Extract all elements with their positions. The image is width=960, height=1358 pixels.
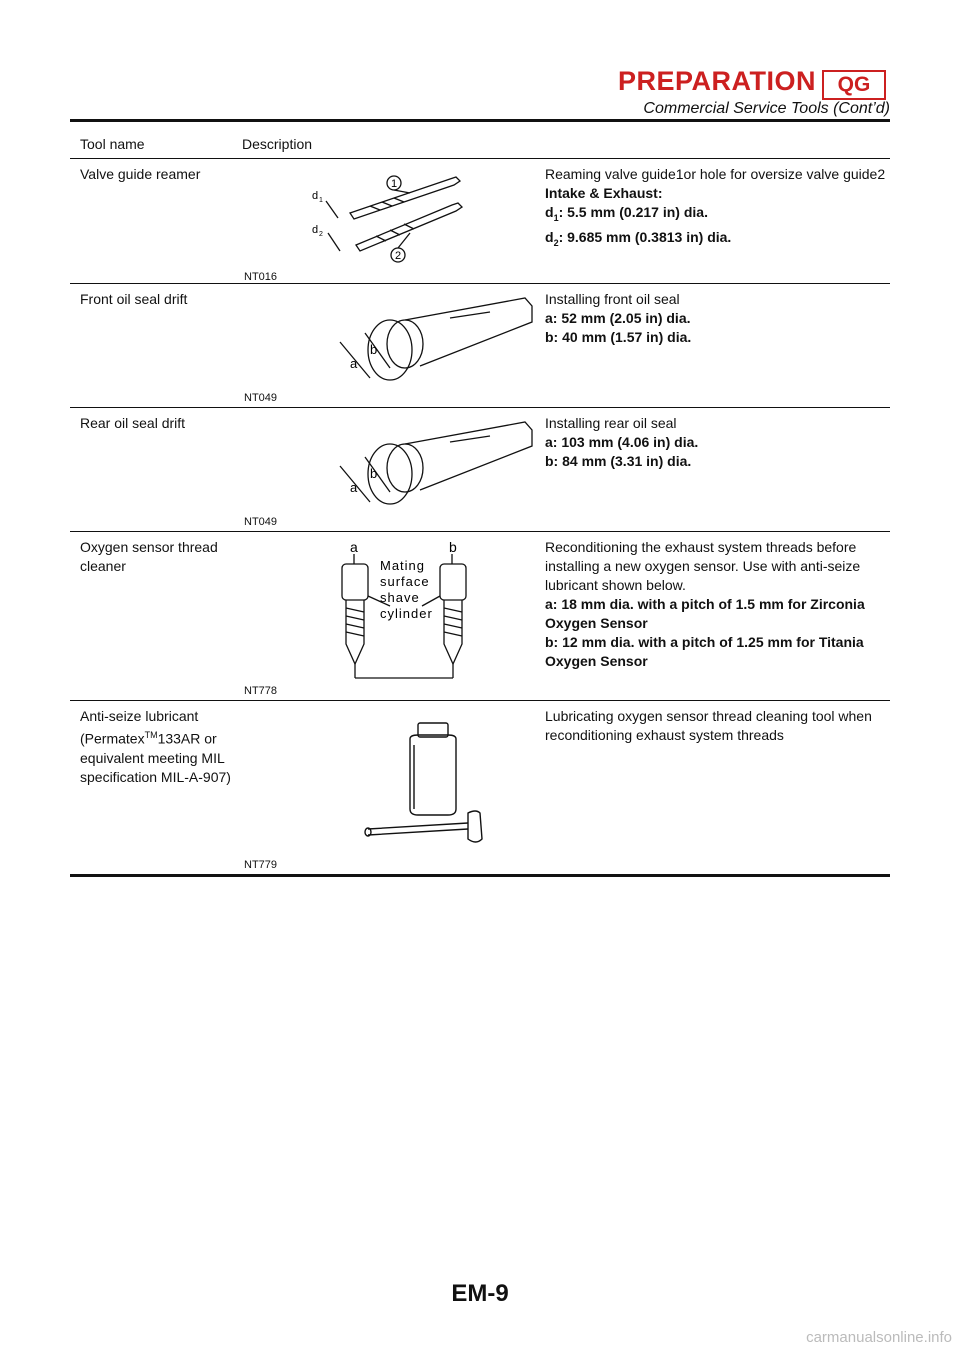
section-badge: QG [822,70,886,100]
tool-name: Oxygen sensor thread cleaner [80,539,218,574]
tool-name-text: 133AR or equivalent meeting MIL specification MIL-A-907) [80,730,231,785]
spec-d2-sub: 2 [553,237,559,248]
spec-d1-value: : 5.5 mm (0.217 in) dia. [558,204,708,220]
desc-text: Installing rear oil seal [545,415,677,431]
page-subtitle: Commercial Service Tools (Cont’d) [643,100,890,117]
tool-description [545,707,890,745]
spec-b: b: 12 mm dia. with a pitch of 1.25 mm for Titania Oxygen Sensor [545,634,864,669]
spec-a: a: 18 mm dia. with a pitch of 1.5 mm for Zirconia Oxygen Sensor [545,596,865,631]
column-header-description: Description [242,136,313,152]
figure-label-d2: d [312,224,319,236]
figure-label-d1: d [312,190,319,202]
desc-text: Reaming valve guide [545,166,676,182]
figure-label-2: 2 [395,250,402,262]
figure-label-a: a [350,356,358,371]
figure-label-surface: surface [380,574,430,589]
tool-name: Valve guide reamer [80,166,201,182]
spec-d2-value: : 9.685 mm (0.3813 in) dia. [558,228,732,245]
table-bottom-rule [70,874,890,877]
spec-d2-symbol: d [545,228,554,245]
figure-label-d1-sub: 1 [319,197,323,204]
table-row [70,532,890,701]
top-rule [70,119,890,122]
page-title: PREPARATION [617,66,816,96]
spec-a: a: 103 mm (4.06 in) dia. [545,434,699,450]
page-number: EM-9 [451,1280,509,1307]
lubricant-figure [310,705,550,855]
figure-code: NT049 [244,392,278,404]
figure-label-d2-sub: 2 [319,231,323,238]
spec-heading: Intake & Exhaust: [545,185,663,201]
callout-1: 1 [675,166,684,182]
desc-text: or hole for oversize valve guide [683,166,878,182]
tool-name-text: Anti-seize lubricant (Permatex [80,708,199,747]
spec-d1-sub: 1 [553,212,559,223]
figure-code: NT016 [244,271,278,283]
desc-text: Lubricating oxygen sensor thread cleaning tool when reconditioning exhaust system threads [545,708,872,743]
tool-description [545,165,890,253]
table-row [70,284,890,408]
tool-description [545,290,890,347]
table-row [70,701,890,877]
tool-name [80,707,240,787]
watermark: carmanualsonline.info [806,1329,952,1346]
spec-a: a: 52 mm (2.05 in) dia. [545,310,691,326]
spec-b: b: 40 mm (1.57 in) dia. [545,329,692,345]
desc-text: Reconditioning the exhaust system threads before installing a new oxygen sensor. Use with anti-seize lubricant shown below. [545,539,861,593]
trademark: TM [144,730,158,740]
rear-oil-seal-drift-figure [310,412,550,512]
figure-label-cylinder: cylinder [380,606,433,621]
figure-label-b: b [449,539,457,555]
callout-2: 2 [877,166,886,182]
figure-code: NT779 [244,859,278,871]
tool-description [545,538,890,671]
tool-name: Front oil seal drift [80,291,188,307]
table-row [70,159,890,284]
desc-text: Installing front oil seal [545,291,680,307]
figure-label-a: a [350,539,358,555]
figure-label-mating: Mating [380,558,426,573]
figure-label-shave: shave [380,590,420,605]
spec-d1-symbol: d [545,204,554,220]
figure-code: NT778 [244,685,278,697]
figure-label-b: b [370,342,378,357]
front-oil-seal-drift-figure [310,288,550,388]
thread-cleaner-figure [310,536,550,686]
column-header-tool-name: Tool name [80,136,145,152]
figure-label-1: 1 [391,178,398,190]
figure-code: NT049 [244,516,278,528]
figure-label-a: a [350,480,358,495]
table-row [70,408,890,532]
figure-label-b: b [370,466,378,481]
tool-description [545,414,890,471]
tool-name: Rear oil seal drift [80,415,186,431]
spec-b: b: 84 mm (3.31 in) dia. [545,453,692,469]
valve-guide-reamer-figure [310,163,550,267]
